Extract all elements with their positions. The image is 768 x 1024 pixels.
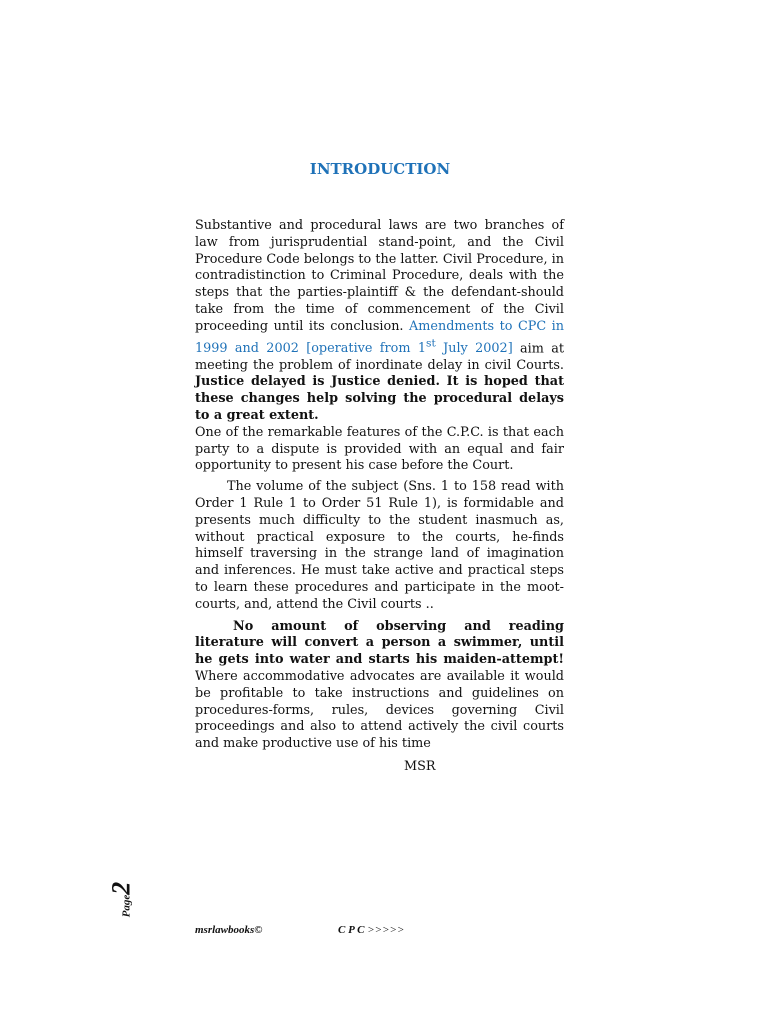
footer-arrows: >>>>> xyxy=(367,924,405,936)
book-code: C P C xyxy=(338,924,365,936)
document-body xyxy=(195,218,564,753)
page-number-value: 2 xyxy=(106,881,136,895)
paragraph-intro-text-2: aim at meeting the problem of inordinate delay in civil Courts. xyxy=(195,340,564,373)
page-title: INTRODUCTION xyxy=(309,160,451,178)
paragraph-intro-text: Substantive and procedural laws are two branches of law from jurisprudential stand-point, and the Civil Procedure Code belongs to the latter. Civil Procedure, in contradistinction to Criminal Procedure, deals with the steps that the parties-plaintiff & the defendant-should take from the time of commencement of the Civil proceeding until its conclusion. xyxy=(195,218,564,334)
paragraph-intro xyxy=(195,218,564,475)
signature: MSR xyxy=(404,759,436,774)
footer-publisher: msrlawbooks© xyxy=(195,924,263,936)
superscript-st: st xyxy=(425,336,436,350)
paragraph-swimmer-text: Where accommodative advocates are available it would be profitable to take instructions and guidelines on procedures-forms, rules, devices governing Civil proceedings and also to attend actively the civil courts and make productive use of his time xyxy=(195,668,564,752)
page-number xyxy=(106,881,162,918)
page-label: Page xyxy=(120,894,133,918)
justice-delayed-statement: Justice delayed is Justice denied. It is hoped that these changes help solving the procedural delays to a great extent. xyxy=(195,374,564,424)
paragraph-volume: The volume of the subject (Sns. 1 to 158 read with Order 1 Rule 1 to Order 51 Rule 1), is formidable and presents much difficulty to the student inasmuch as, without practical exposure to the courts, he-finds himself traversing in the strange land of imagination and inferences. He must take active and practical steps to learn these procedures and participate in the moot-courts, and, attend the Civil courts .. xyxy=(195,479,564,612)
amendments-date: July 2002] xyxy=(435,340,513,356)
amendments-text: Amendments to CPC in 1999 and 2002 [operative from 1 xyxy=(195,318,565,356)
footer-book-code xyxy=(338,924,404,936)
swimmer-statement: No amount of observing and reading literature will convert a person a swimmer, until he gets into water and starts his maiden-attempt! xyxy=(195,618,564,668)
paragraph-swimmer xyxy=(195,619,564,753)
paragraph-features-text: One of the remarkable features of the C.P.C. is that each party to a dispute is provided with an equal and fair opportunity to present his case before the Court. xyxy=(195,424,564,474)
